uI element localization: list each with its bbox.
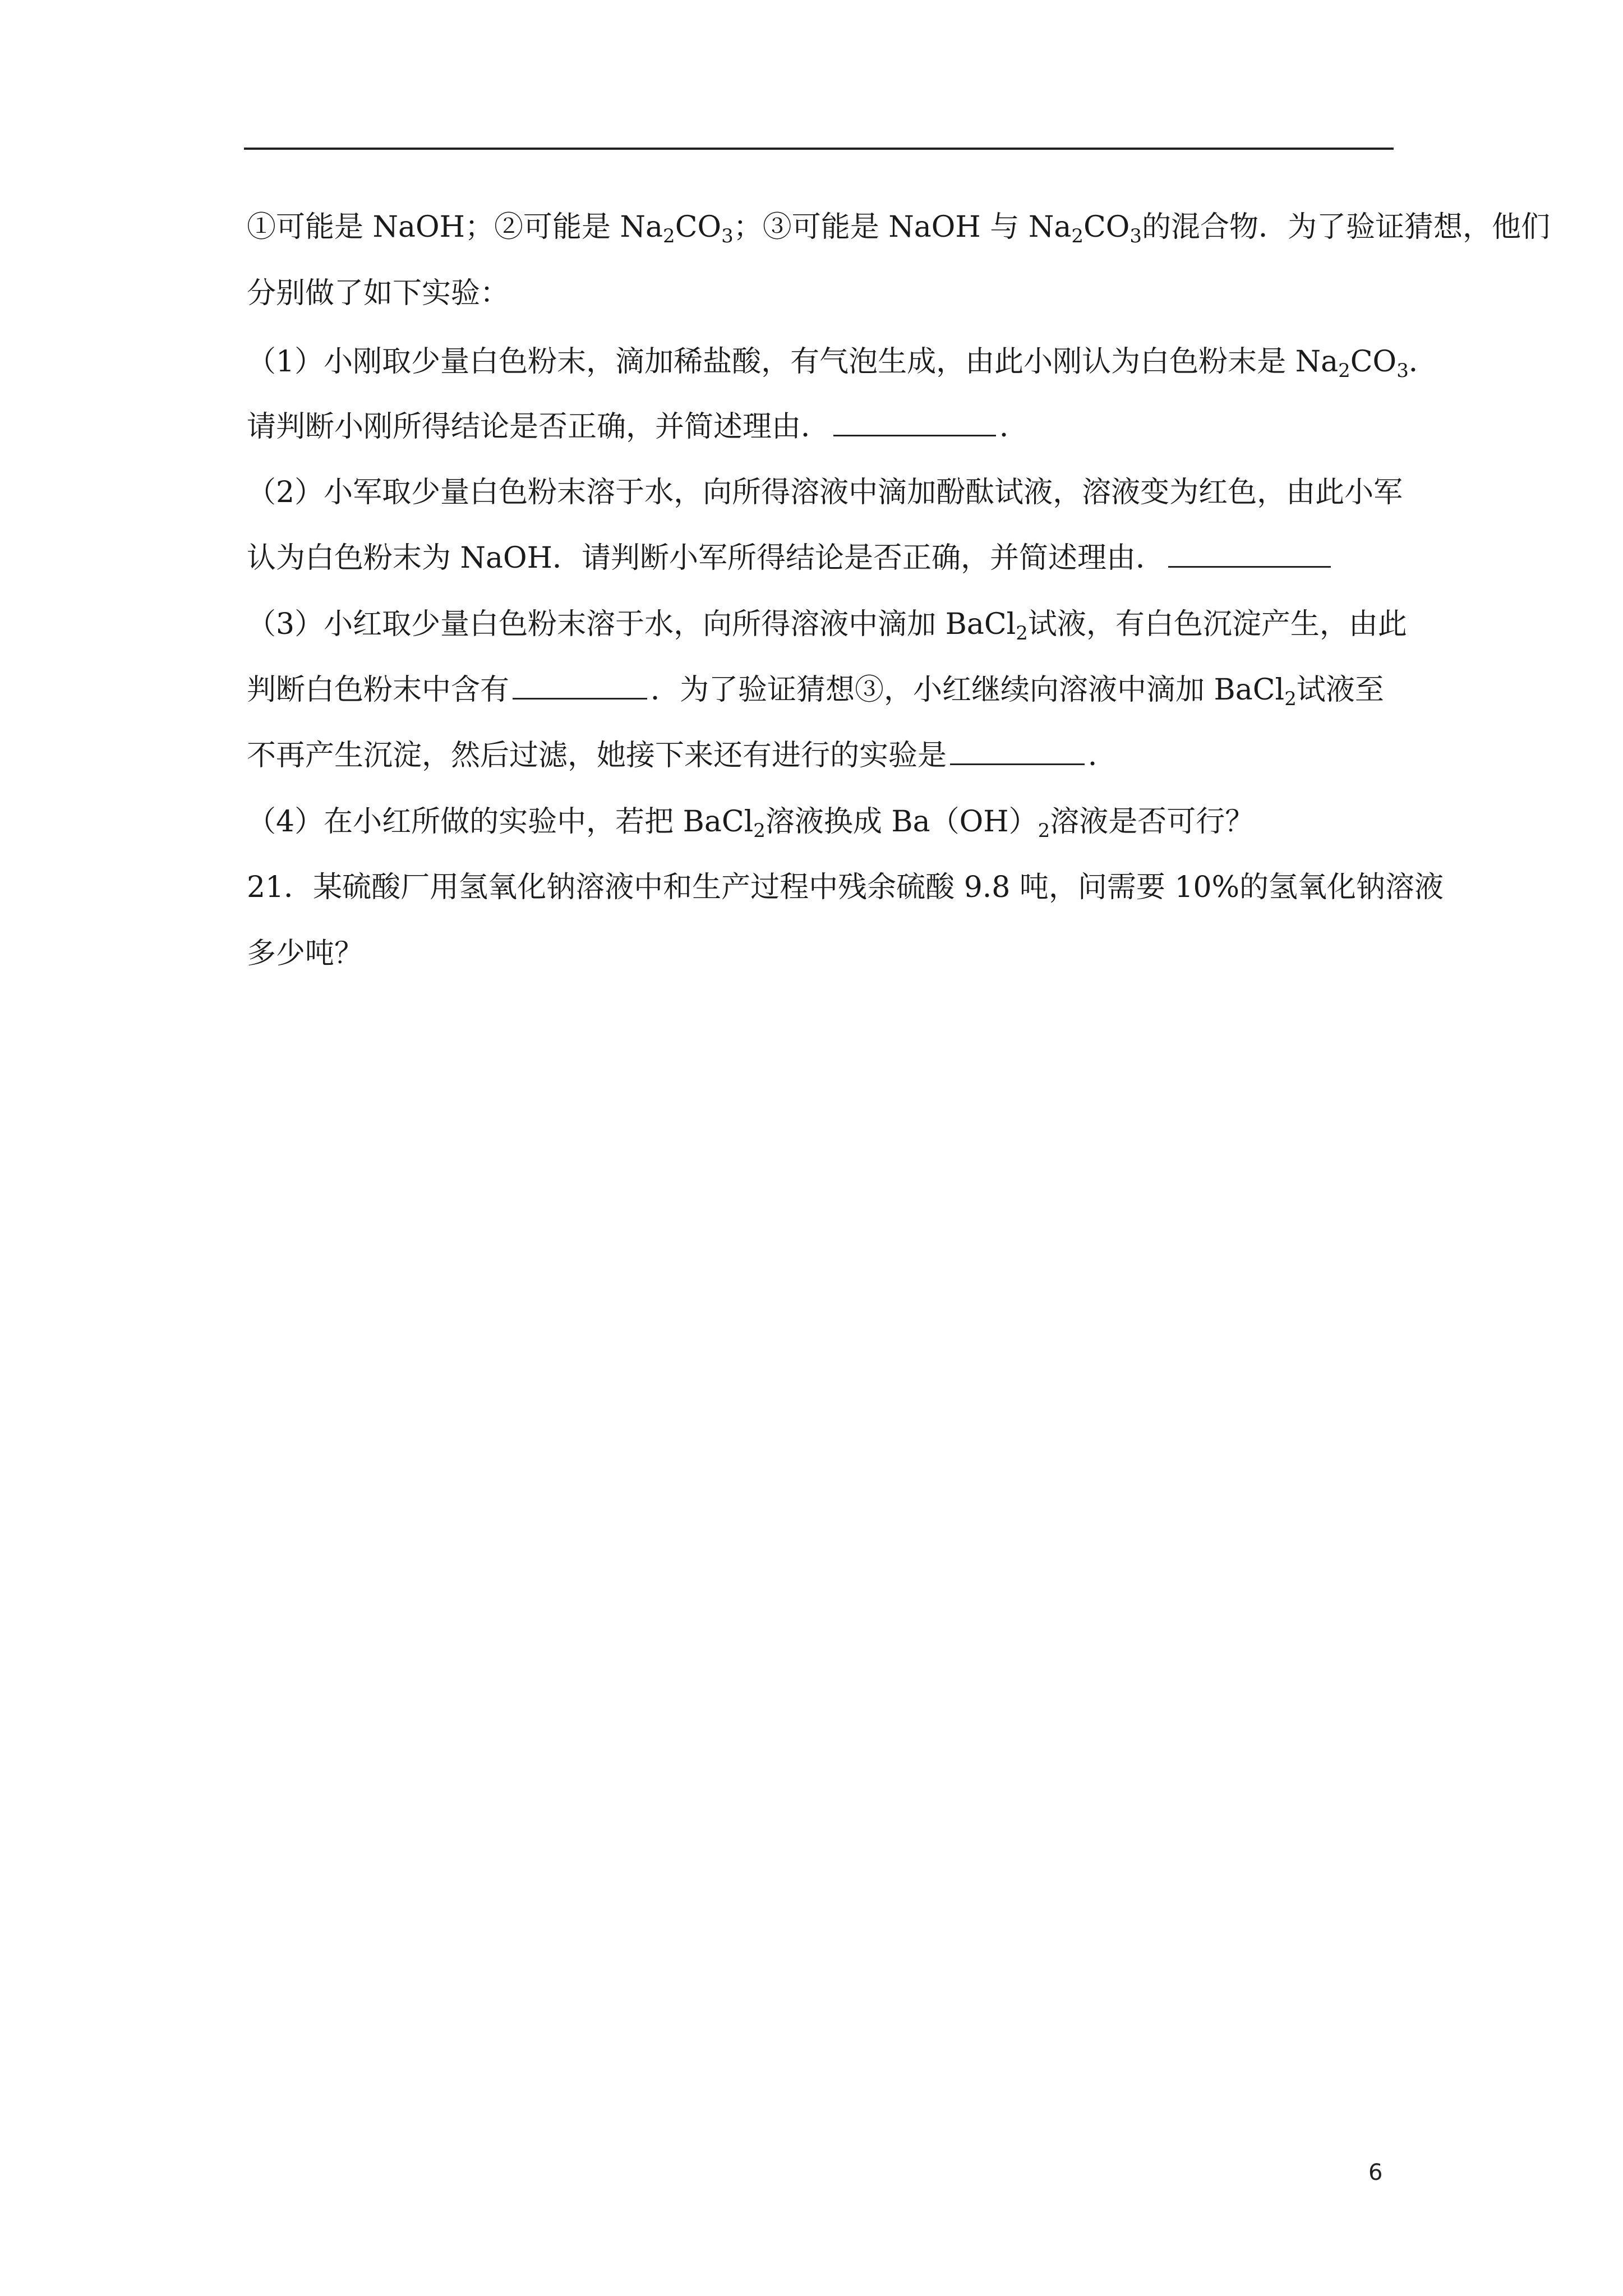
problem-21-line-1: 21．某硫酸厂用氢氧化钠溶液中和生产过程中残余硫酸 9.8 吨，问需要 10%的氢氧化钠溶液 [247, 871, 1444, 904]
question-2-line-2: 认为白色粉末为 NaOH．请判断小军所得结论是否正确，并简述理由． [247, 539, 1334, 578]
answer-blank[interactable] [833, 408, 996, 436]
question-2-line-1: （2）小军取少量白色粉末溶于水，向所得溶液中滴加酚酞试液，溶液变为红色，由此小军 [247, 476, 1403, 509]
question-3-line-1: （3）小红取少量白色粉末溶于水，向所得溶液中滴加 BaCl$_2$试液，有白色沉淀产生，由此 [247, 608, 1407, 645]
question-1-line-2: 请判断小刚所得结论是否正确，并简述理由． ． [247, 407, 1029, 447]
text-line-2: 分别做了如下实验： [247, 277, 510, 310]
question-3-line-2: 判断白色粉末中含有 ．为了验证猜想③，小红继续向溶液中滴加 BaCl$_2$试液至 [247, 670, 1384, 710]
problem-21-line-2: 多少吨？ [247, 937, 364, 970]
page-number: 6 [1368, 2160, 1383, 2185]
answer-blank[interactable] [513, 671, 647, 700]
answer-blank[interactable] [950, 737, 1085, 765]
text-line-1: ①可能是 NaOH；②可能是 $Na_2CO_3$；③可能是 NaOH 与 $Na_2CO_3$的混合物．为了验证猜想，他们 [247, 210, 1551, 247]
answer-blank[interactable] [1168, 539, 1331, 568]
question-3-line-3: 不再产生沉淀，然后过滤，她接下来还有进行的实验是 ． [247, 736, 1117, 775]
question-4-line: （4）在小红所做的实验中，若把 BaCl$_2$溶液换成 $Ba(OH)_2$溶液是否可行？ [247, 805, 1255, 842]
header-rule [244, 148, 1394, 150]
question-1-line-1: （1）小刚取少量白色粉末，滴加稀盐酸，有气泡生成，由此小刚认为白色粉末是 $Na_2CO_3$． [247, 345, 1438, 382]
